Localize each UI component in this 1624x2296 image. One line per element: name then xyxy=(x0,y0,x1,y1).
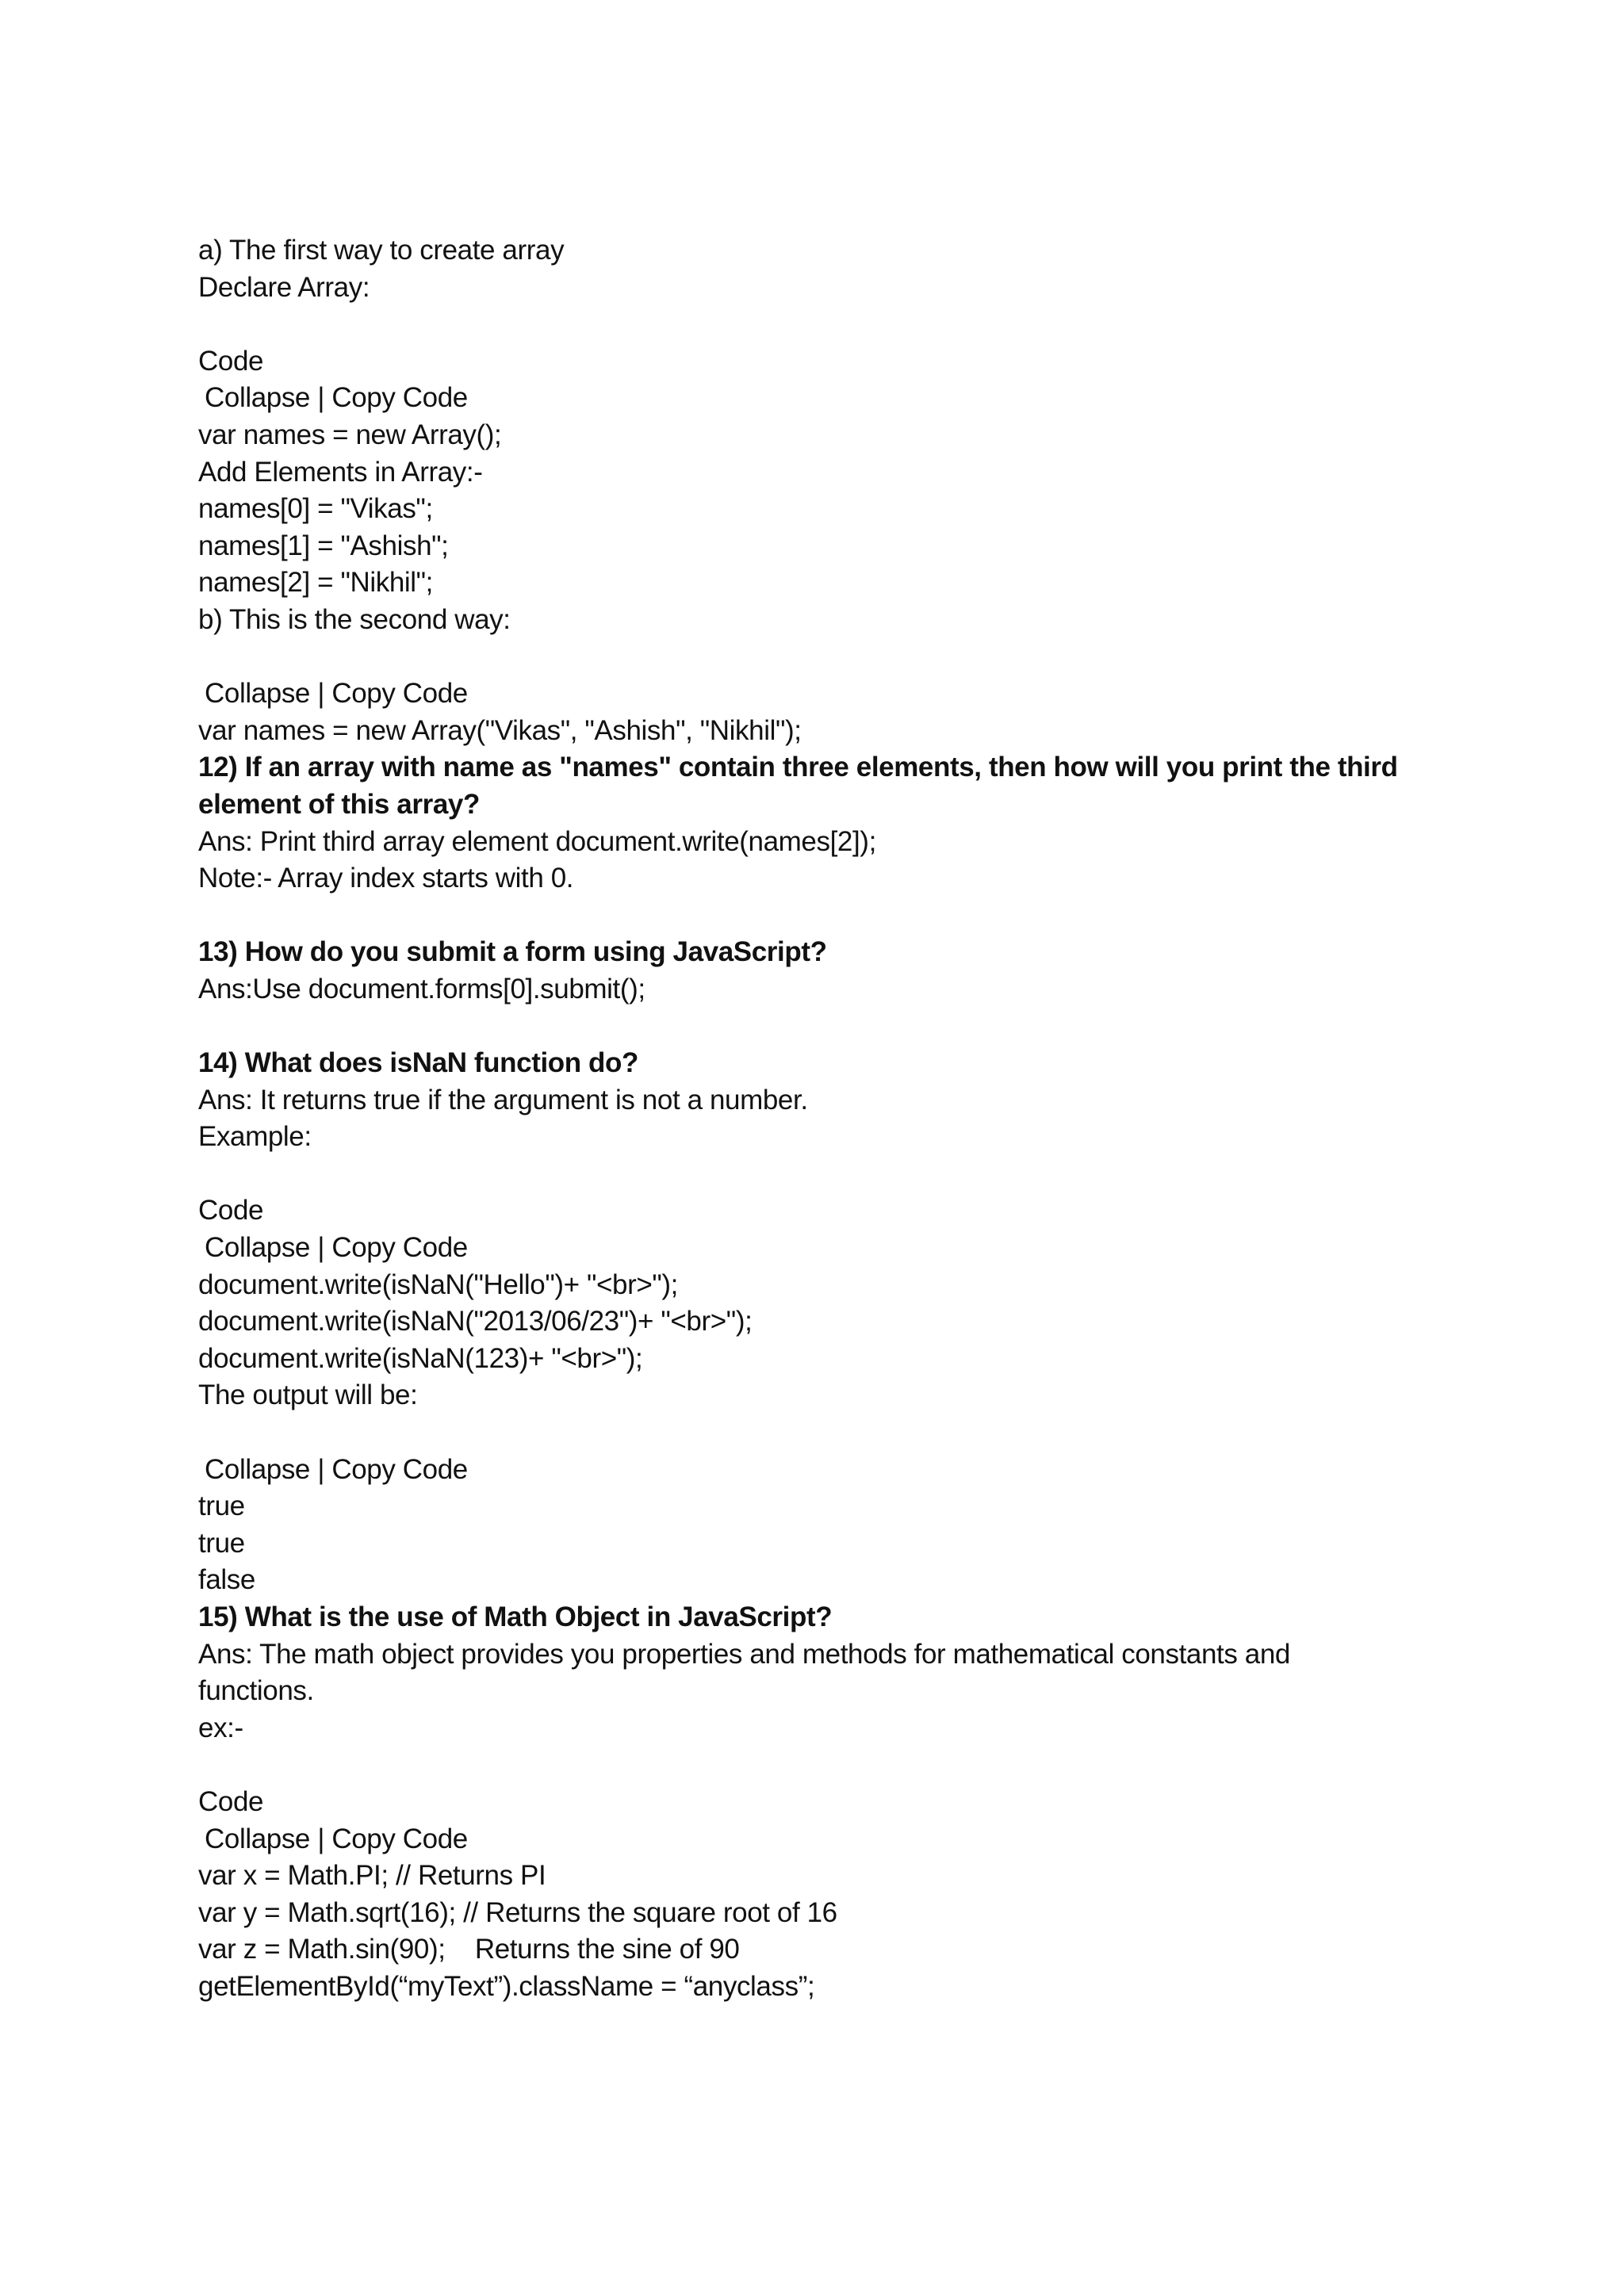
copy-code-button[interactable]: Copy Code xyxy=(331,1453,468,1485)
document-page xyxy=(198,232,1435,2006)
code-line: document.write(isNaN("2013/06/23")+ "<br>"); xyxy=(198,1306,753,1337)
spacer xyxy=(198,306,1435,343)
question-12-heading-cont: element of this array? xyxy=(198,788,480,820)
note-12: Note:- Array index starts with 0. xyxy=(198,863,574,894)
spacer xyxy=(198,897,1435,935)
code-toolbar xyxy=(198,675,1435,713)
section-a-heading: a) The first way to create array xyxy=(198,235,565,266)
ex-label: ex:- xyxy=(198,1712,243,1743)
collapse-button[interactable]: Collapse xyxy=(205,1823,310,1854)
code-toolbar xyxy=(198,1452,1435,1489)
code-line: document.write(isNaN("Hello")+ "<br>"); xyxy=(198,1269,678,1300)
toolbar-separator: | xyxy=(310,1453,332,1485)
toolbar-separator: | xyxy=(310,1232,332,1264)
code-line: names[2] = "Nikhil"; xyxy=(198,567,433,599)
code-line: var x = Math.PI; // Returns PI xyxy=(198,1860,546,1892)
code-line: getElementById(“myText”).className = “anyclass”; xyxy=(198,1970,815,2002)
output-line: true xyxy=(198,1527,245,1559)
collapse-button[interactable]: Collapse xyxy=(205,382,310,414)
spacer xyxy=(198,1414,1435,1452)
code-label: Code xyxy=(198,345,264,377)
spacer xyxy=(198,639,1435,676)
section-b-heading: b) This is the second way: xyxy=(198,603,511,635)
code-line: var names = new Array("Vikas", "Ashish", "Nikhil"); xyxy=(198,714,802,746)
output-label: The output will be: xyxy=(198,1380,418,1411)
toolbar-separator: | xyxy=(310,382,332,414)
declare-array-label: Declare Array: xyxy=(198,271,370,303)
answer-13: Ans:Use document.forms[0].submit(); xyxy=(198,973,645,1004)
code-line: var y = Math.sqrt(16); // Returns the square root of 16 xyxy=(198,1896,837,1928)
output-line: true xyxy=(198,1490,245,1522)
code-toolbar xyxy=(198,1821,1435,1858)
code-label: Code xyxy=(198,1195,264,1226)
question-12-heading: 12) If an array with name as "names" contain three elements, then how will you print the third xyxy=(198,752,1398,783)
answer-15-cont: functions. xyxy=(198,1675,314,1707)
collapse-button[interactable]: Collapse xyxy=(205,1232,310,1264)
code-label: Code xyxy=(198,1785,264,1817)
answer-15: Ans: The math object provides you properties and methods for mathematical constants and xyxy=(198,1638,1290,1670)
code-line: names[0] = "Vikas"; xyxy=(198,493,433,525)
collapse-button[interactable]: Collapse xyxy=(205,678,310,710)
copy-code-button[interactable]: Copy Code xyxy=(331,678,468,710)
spacer xyxy=(198,1747,1435,1784)
code-toolbar xyxy=(198,380,1435,417)
code-line: var names = new Array(); xyxy=(198,419,502,450)
toolbar-separator: | xyxy=(310,1823,332,1854)
copy-code-button[interactable]: Copy Code xyxy=(331,1232,468,1264)
code-line: document.write(isNaN(123)+ "<br>"); xyxy=(198,1342,643,1374)
code-toolbar xyxy=(198,1230,1435,1267)
output-line: false xyxy=(198,1564,255,1596)
add-elements-label: Add Elements in Array:- xyxy=(198,456,483,488)
code-line: var z = Math.sin(90); Returns the sine of 90 xyxy=(198,1934,740,1965)
copy-code-button[interactable]: Copy Code xyxy=(331,382,468,414)
question-14-heading: 14) What does isNaN function do? xyxy=(198,1047,638,1079)
code-line: names[1] = "Ashish"; xyxy=(198,530,449,561)
toolbar-separator: | xyxy=(310,678,332,710)
question-15-heading: 15) What is the use of Math Object in JavaScript? xyxy=(198,1601,833,1632)
collapse-button[interactable]: Collapse xyxy=(205,1453,310,1485)
answer-12: Ans: Print third array element document.write(names[2]); xyxy=(198,825,876,857)
question-13-heading: 13) How do you submit a form using JavaScript? xyxy=(198,936,827,968)
spacer xyxy=(198,1156,1435,1193)
example-label: Example: xyxy=(198,1121,312,1153)
spacer xyxy=(198,1008,1435,1045)
copy-code-button[interactable]: Copy Code xyxy=(331,1823,468,1854)
answer-14: Ans: It returns true if the argument is not a number. xyxy=(198,1084,808,1115)
